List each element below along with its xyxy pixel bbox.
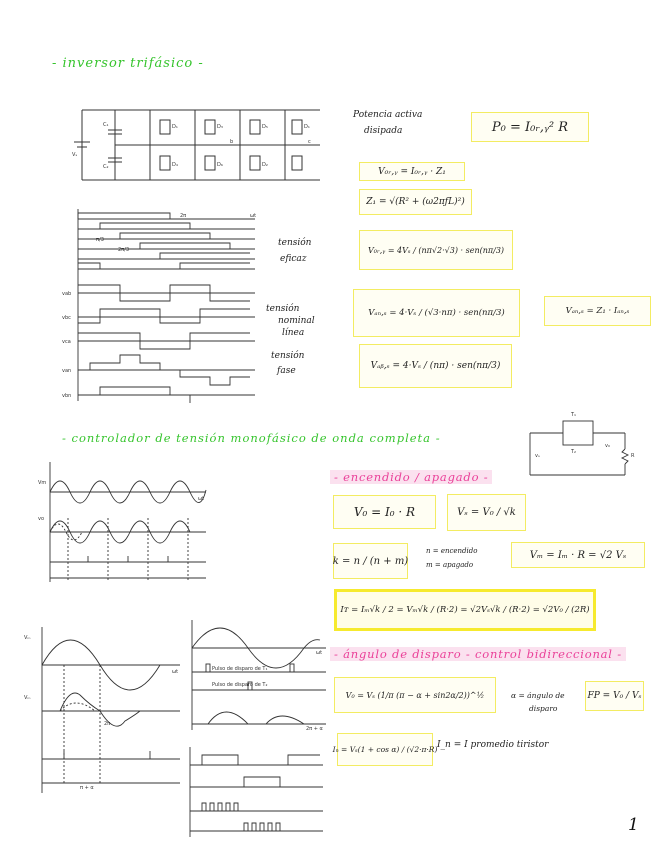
svg-text:D₅: D₅	[262, 124, 268, 130]
inverter-section-header: - inversor trifásico -	[52, 56, 204, 71]
eff-note-line1: tensión	[278, 238, 312, 248]
nominal-note-line3: línea	[282, 328, 305, 338]
line-voltage-box: Vₐₙ,ₛ = 4·Vₛ / (√3·nπ) · sen(nπ/3)	[353, 289, 520, 337]
svg-text:ωt: ωt	[198, 496, 205, 502]
k-definition-box: k = n / (n + m)	[333, 543, 408, 579]
power-note-line1: Potencia activa	[353, 110, 423, 120]
m-definition-note: m = apagado	[426, 561, 474, 569]
thyristor-current-box: Iᴛ = Iₘ√k / 2 = Vₘ√k / (R·2) = √2Vₛ√k / (R·2) = √2V₀ / (2R)	[334, 589, 596, 631]
alpha-note-line2: disparo	[529, 704, 558, 713]
ac-voltage-controller-circuit	[525, 405, 640, 480]
svg-text:Pulso de disparo de T₂: Pulso de disparo de T₂	[212, 682, 268, 688]
svg-text:Vₘ: Vₘ	[24, 695, 31, 701]
svg-text:D₁: D₁	[304, 124, 310, 130]
firing-angle-waveforms-left	[20, 625, 185, 795]
vo-onoff-box: V₀ = I₀ · R	[333, 495, 436, 529]
eff-note-line2: eficaz	[280, 254, 307, 264]
pulse-train-waveforms	[180, 745, 325, 840]
svg-text:T₂: T₂	[571, 449, 577, 455]
nominal-note-line1: tensión	[266, 304, 300, 314]
svg-text:D₁: D₁	[172, 124, 178, 130]
svg-text:van: van	[62, 368, 72, 374]
firing-angle-subheader: - ángulo de disparo - control bidireccional -	[330, 647, 626, 661]
svg-text:Vₘ: Vₘ	[24, 635, 31, 641]
svg-text:π/3: π/3	[96, 237, 104, 243]
z1-formula-box: Z₁ = √(R² + (ω2πƒL)²)	[359, 189, 472, 215]
svg-text:2π + α: 2π + α	[306, 726, 323, 732]
vm-formula-box: Vₘ = Iₘ · R = √2 Vₛ	[511, 542, 645, 568]
svg-text:ωt: ωt	[250, 213, 257, 219]
firing-pulse-waveforms-right	[180, 618, 328, 733]
average-current-box: Iₙ = Vₛ(1 + cos α) / (√2·π·R)	[337, 733, 433, 766]
svg-text:ωt: ωt	[172, 669, 179, 675]
power-formula-box: P₀ = I₀ᵣ,ᵧ² R	[471, 112, 589, 142]
nominal-note-line2: nominal	[278, 316, 315, 326]
svg-text:Vm: Vm	[38, 480, 47, 486]
controller-section-header: - controlador de tensión monofásico de onda completa -	[62, 431, 441, 445]
svg-text:π + α: π + α	[80, 785, 94, 791]
page-number: 1	[628, 815, 639, 835]
svg-text:vₛ: vₛ	[535, 453, 540, 459]
svg-text:R: R	[631, 453, 635, 459]
three-phase-inverter-circuit	[70, 100, 330, 188]
onoff-control-waveforms	[38, 460, 208, 585]
svg-text:ωt: ωt	[316, 650, 323, 656]
alpha-note-line1: α = ángulo de	[511, 691, 565, 700]
svg-text:vab: vab	[62, 291, 72, 297]
svg-text:Vₛ: Vₛ	[72, 152, 78, 158]
phase-note-line2: fase	[277, 366, 296, 376]
phase-voltage-box: Vₐᵦ,ₛ = 4·Vₛ / (nπ) · sen(nπ/3)	[359, 344, 512, 388]
svg-text:2π/3: 2π/3	[118, 247, 130, 253]
svg-text:Pulso de disparo de T₁: Pulso de disparo de T₁	[212, 666, 268, 672]
effective-voltage-box: V₀ᵣ,ᵧ = 4Vₛ / (nπ√2·√3) · sen(nπ/3)	[359, 230, 513, 270]
svg-text:b: b	[230, 139, 234, 145]
phase-note-line1: tensión	[271, 351, 305, 361]
power-factor-box: FP = V₀ / Vₛ	[585, 681, 644, 711]
n-definition-note: n = encendido	[426, 547, 478, 555]
van-z1-box: Vₐₙ,ₛ = Z₁ · Iₐₙ,ₛ	[544, 296, 651, 326]
svg-text:D₆: D₆	[217, 162, 223, 168]
svg-text:C₂: C₂	[103, 164, 109, 170]
onoff-subheader: - encendido / apagado -	[330, 470, 492, 484]
power-note-line2: disipada	[364, 126, 403, 136]
vo-y-formula-box: V₀ᵣ,ᵧ = I₀ᵣ,ᵧ · Z₁	[359, 162, 465, 181]
vo-alpha-box: V₀ = Vₛ (1/π (π − α + sin2α/2))^½	[334, 677, 496, 713]
svg-text:vca: vca	[62, 339, 71, 345]
svg-text:vbn: vbn	[62, 393, 72, 399]
inverter-gating-waveforms	[60, 205, 260, 405]
thyristor-average-note: I_n = I promedio tiristor	[437, 740, 549, 750]
svg-text:2π: 2π	[104, 721, 111, 727]
svg-text:T₁: T₁	[571, 412, 577, 418]
svg-text:D₃: D₃	[217, 124, 223, 130]
svg-text:vbc: vbc	[62, 315, 71, 321]
svg-text:v₀: v₀	[605, 443, 610, 449]
svg-text:vo: vo	[38, 516, 45, 522]
svg-text:C₁: C₁	[103, 122, 109, 128]
svg-text:c: c	[308, 139, 311, 145]
svg-text:D₂: D₂	[262, 162, 268, 168]
svg-text:D₄: D₄	[172, 162, 178, 168]
vs-onoff-box: Vₛ = V₀ / √k	[447, 494, 526, 531]
svg-text:2π: 2π	[180, 213, 187, 219]
